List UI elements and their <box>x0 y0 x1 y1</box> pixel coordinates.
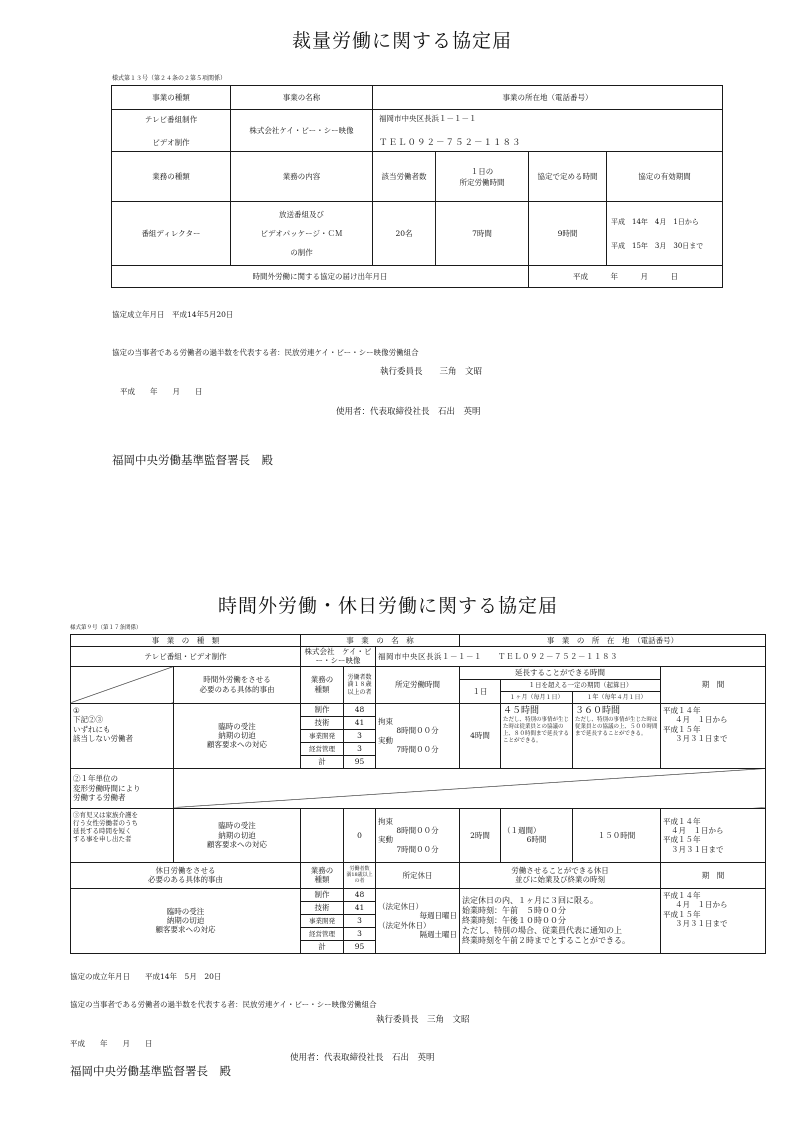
section3-line1: ③育児又は家族介護を <box>73 810 138 819</box>
section3-line4: する事を申し出た者 <box>73 835 132 844</box>
hol-legal-line1: （法定休日） <box>378 902 423 911</box>
s3-period-line1: 平成１４年 <box>663 816 701 826</box>
holiday-allowed-header: 労働させることができる休日 並びに始業及び終業の時刻 <box>460 862 661 888</box>
business-name-header: 事業の名称 <box>231 86 373 110</box>
h-count-row-3: 3 <box>344 914 376 927</box>
h-count-row-2: 41 <box>344 901 376 914</box>
section3-line3: 延長する時間を短く <box>73 827 132 835</box>
year-limit: ３６０時間 <box>575 705 621 716</box>
section1-line3: いずれにも <box>73 724 111 734</box>
legal-line4: 7時間００分 <box>396 745 439 755</box>
business-type-cell <box>112 110 231 152</box>
section2-label <box>71 768 174 808</box>
section1-reason <box>174 703 301 768</box>
s3-legal-line2: 8時間００分 <box>396 825 439 835</box>
hours-values-group <box>373 202 529 266</box>
form1-representative-label: 協定の当事者である労働者の過半数を代表する者：民放労連ケイ・ビー・シー映像労働組合 <box>112 348 419 357</box>
h-period-line1: 平成１４年 <box>663 890 701 900</box>
holiday-period-header: 期 間 <box>661 862 766 888</box>
section1-legal-hours <box>376 703 460 768</box>
form1-addressee: 福岡中央労働基準監督署長 殿 <box>112 453 273 467</box>
month-header: １ヶ月（毎月１日） <box>501 691 573 703</box>
holiday-workers-header: 労働者数 満18歳以上の者 <box>344 862 376 888</box>
hol-allowed-line1: 法定休日の内、１ヶ月に３回に限る。 <box>462 895 599 905</box>
section2-line2: 変形労働時間により <box>73 783 141 793</box>
section3-period <box>661 808 766 862</box>
section3-week-value: 6時間 <box>526 835 547 845</box>
section1-month <box>501 703 573 768</box>
form2-representative-label: 協定の当事者である労働者の過半数を代表する者：民放労連ケイ・ビー・シー映像労働組合 <box>70 1000 377 1009</box>
count-row-total: 95 <box>344 755 376 768</box>
count-row-1: 48 <box>344 703 376 716</box>
form1-date-blank: 平成 年 月 日 <box>120 387 203 396</box>
holiday-job-header: 業務の 種類 <box>301 862 344 888</box>
legal-line3: 実動 <box>378 735 393 745</box>
over-one-day-header: １日を超える一定の期間（起算日） <box>501 679 661 691</box>
overtime-reason-header: 時間外労働をさせる 必要のある具体的事由 <box>174 666 301 703</box>
section2-crossed-out <box>174 768 766 808</box>
period-line1: 平成１４年 <box>663 705 701 715</box>
s3-legal-line4: 7時間００分 <box>396 844 439 854</box>
validity-from: 平成 14年 4月 1日から <box>611 217 699 226</box>
form2-agreement-date: 協定の成立年月日 平成14年 5月 20日 <box>70 972 222 981</box>
form1-title: 裁量労働に関する協定届 <box>292 30 513 52</box>
count-row-2: 41 <box>344 716 376 729</box>
section3-label <box>71 808 174 862</box>
section3-week <box>501 808 573 862</box>
one-day-header: １日 <box>460 679 501 703</box>
section1-day-limit: 4時間 <box>460 703 501 768</box>
s3-period-line4: ３月３１日まで <box>671 844 724 854</box>
year-header: １年（毎年４月１日） <box>573 691 661 703</box>
job-content-header: 業務の内容 <box>231 152 373 202</box>
h-period-line2: ４月 １日から <box>675 900 728 910</box>
period-header: 期 間 <box>661 666 766 703</box>
form1-table <box>111 85 723 288</box>
company-name: 株式会社 ケイ・ビー・シー映像 <box>301 647 376 667</box>
reason-line1: 臨時の受注 <box>218 721 256 731</box>
workers-header: 労働者数 満１８歳 以上の者 <box>344 666 376 703</box>
hol-allowed-line3: 終業時刻：午後１０時００分 <box>462 915 567 925</box>
business-type-header: 事 業 の 種 類 <box>71 635 301 647</box>
h-reason-line2: 納期の切迫 <box>166 916 205 926</box>
address: 福岡市中央区長浜１－１－１ <box>379 114 477 123</box>
form2-title: 時間外労働・休日労働に関する協定届 <box>218 595 559 617</box>
phone: ＴＥＬ０９２－７５２－１１８３ <box>379 138 522 148</box>
form2-form-number: 様式第９号（第１７条関係） <box>70 625 142 631</box>
form1-form-number: 様式第１３号（第２４条の２第５項関係） <box>112 75 227 82</box>
holiday-legal-header: 所定休日 <box>376 862 460 888</box>
workers-header: 該当労働者数 <box>373 152 436 201</box>
section3-job-empty <box>301 808 344 862</box>
count-row-4: 3 <box>344 742 376 755</box>
h-job-row-3: 事業開発 <box>301 914 344 927</box>
section2-line1: ②１年単位の <box>73 774 118 784</box>
job-row-2: 技術 <box>301 716 344 729</box>
business-address-header: 事 業 の 所 在 地 （電話番号） <box>460 635 766 647</box>
section1-line2: 下記②③ <box>73 715 103 725</box>
legal-line1: 拘束 <box>378 717 393 726</box>
h-count-row-4: 3 <box>344 927 376 940</box>
validity-cell <box>607 202 723 266</box>
h-job-row-4: 経営管理 <box>301 927 344 940</box>
section1-label <box>71 703 174 768</box>
section3-day-limit: 2時間 <box>460 808 501 862</box>
validity-header: 協定の有効期間 <box>607 152 723 202</box>
business-type-line2: ビデオ制作 <box>152 137 190 147</box>
section2-line3: 労働する労働者 <box>73 792 126 802</box>
h-period-line4: ３月３１日まで <box>675 918 728 928</box>
form2-representative-name: 執行委員長 三角 文昭 <box>376 1015 470 1025</box>
job-row-4: 経営管理 <box>301 742 344 755</box>
form2-table <box>70 634 766 954</box>
h-job-row-total: 計 <box>301 940 344 953</box>
form1-agreement-date: 協定成立年月日 平成14年5月20日 <box>112 310 234 319</box>
hours-header-group <box>373 152 529 202</box>
overtime-notice-header: 時間外労働に関する協定の届け出年月日 <box>112 266 529 288</box>
s3-reason-line2: 納期の切迫 <box>218 830 256 840</box>
holiday-reason-header: 休日労働をさせる 必要のある具体的事由 <box>71 862 301 888</box>
s3-legal-line1: 拘束 <box>378 816 393 826</box>
holiday-period <box>661 888 766 953</box>
count-row-3: 3 <box>344 729 376 742</box>
h-count-row-1: 48 <box>344 888 376 901</box>
form2-date-blank: 平成 年 月 日 <box>70 1039 153 1048</box>
legal-line2: 8時間００分 <box>396 726 439 736</box>
h-reason-line3: 顧客要求への対応 <box>155 925 216 935</box>
period-line3: 平成１５年 <box>663 724 701 734</box>
section3-reason <box>174 808 301 862</box>
s3-reason-line1: 臨時の受注 <box>218 821 256 831</box>
h-period-line3: 平成１５年 <box>663 909 701 919</box>
job-content-line2: ビデオパッケージ・ＣＭ <box>260 229 343 238</box>
s3-legal-line3: 実動 <box>378 835 393 845</box>
period-line4: ３月３１日まで <box>675 733 728 743</box>
business-type-line1: テレビ番組制作 <box>144 114 198 124</box>
overtime-notice-date: 平成 年 月 日 <box>529 266 723 288</box>
section3-count: 0 <box>344 808 376 862</box>
job-content-line1: 放送番組及び <box>279 210 324 219</box>
job-row-1: 制作 <box>301 703 344 716</box>
h-job-row-2: 技術 <box>301 901 344 914</box>
business-type-header: 事業の種類 <box>112 86 231 110</box>
job-content-line3: の制作 <box>290 248 313 257</box>
reason-line2: 納期の切迫 <box>218 731 256 741</box>
reason-line3: 顧客要求への対応 <box>207 740 267 750</box>
hol-allowed-line5: 終業時刻を午前２時までとすることができる。 <box>462 935 631 945</box>
form2-addressee: 福岡中央労働基準監督署長 殿 <box>70 1064 231 1078</box>
legal-hours-header: 所定労働時間 <box>376 666 460 703</box>
s3-period-line3: 平成１５年 <box>663 835 701 845</box>
holiday-reason <box>71 888 301 953</box>
h-job-row-1: 制作 <box>301 888 344 901</box>
holiday-allowed <box>460 888 661 953</box>
address-cell <box>373 110 723 152</box>
hol-legal-line3: （法定外休日） <box>378 920 431 930</box>
section1-line1: ① <box>73 705 80 715</box>
agreed-hours-value: 9時間 <box>529 202 607 266</box>
s3-reason-line3: 顧客要求への対応 <box>207 839 267 849</box>
company-name: 株式会社ケイ・ビー・シー映像 <box>231 110 373 152</box>
job-name: 番組ディレクター <box>112 202 231 266</box>
job-content-cell <box>231 202 373 266</box>
hol-legal-line2: 毎週日曜日 <box>419 911 458 921</box>
job-type-header: 業務の 種類 <box>301 666 344 703</box>
agreed-hours-header: 協定で定める時間 <box>529 152 607 202</box>
business-name-header: 事 業 の 名 称 <box>301 635 460 647</box>
section1-line4: 該当しない労働者 <box>73 733 133 743</box>
h-reason-line1: 臨時の受注 <box>166 906 205 916</box>
hol-legal-line4: 隔週土曜日 <box>419 930 458 940</box>
year-note: ただし、特別の事情が生じた時は従業員との協議の上、５００時間まで延長することができる。 <box>575 717 658 738</box>
validity-to: 平成 15年 3月 30日まで <box>611 241 704 250</box>
section1-year <box>573 703 661 768</box>
h-count-row-total: 95 <box>344 940 376 953</box>
period-line2: ４月 １日から <box>675 715 728 725</box>
form2-employer: 使用者：代表取締役社長 石出 英明 <box>290 1053 435 1063</box>
form1-representative-name: 執行委員長 三角 文昭 <box>380 367 483 377</box>
section1-period <box>661 703 766 768</box>
hol-allowed-line2: 始業時刻：午前 ５時００分 <box>462 905 567 915</box>
workers-value: 20名 <box>373 202 436 265</box>
business-address-header: 事業の所在地（電話番号） <box>373 86 723 110</box>
job-type-header: 業務の種類 <box>112 152 231 202</box>
extend-header: 延長することができる時間 <box>460 666 661 679</box>
legal-hours-value: 7時間 <box>472 229 492 238</box>
month-note: ただし、特別の事情が生じた時は従業員との協議の上、８０時間まで延長することができる。 <box>503 717 570 745</box>
section3-week-label: （１週間） <box>503 825 541 835</box>
s3-period-line2: ４月 １日から <box>671 825 724 835</box>
diagonal-header-cell <box>71 666 174 703</box>
job-row-total: 計 <box>301 755 344 768</box>
hol-allowed-line4: ただし、特別の場合、従業員代表に通知の上 <box>462 925 623 935</box>
form1-employer: 使用者：代表取締役社長 石出 英明 <box>336 407 481 417</box>
business-address: 福岡市中央区長浜１－１－１ ＴＥＬ０９２－７５２－１１８３ <box>376 647 766 667</box>
holiday-legal <box>376 888 460 953</box>
business-type: テレビ番組・ビデオ制作 <box>71 647 301 667</box>
section3-legal-hours <box>376 808 460 862</box>
section3-line2: 行う女性労働者のうち <box>73 818 138 827</box>
month-limit: ４５時間 <box>503 705 540 716</box>
job-row-3: 事業開発 <box>301 729 344 742</box>
section3-year: １５０時間 <box>573 808 661 862</box>
legal-hours-header: １日の 所定労働時間 <box>459 166 505 187</box>
